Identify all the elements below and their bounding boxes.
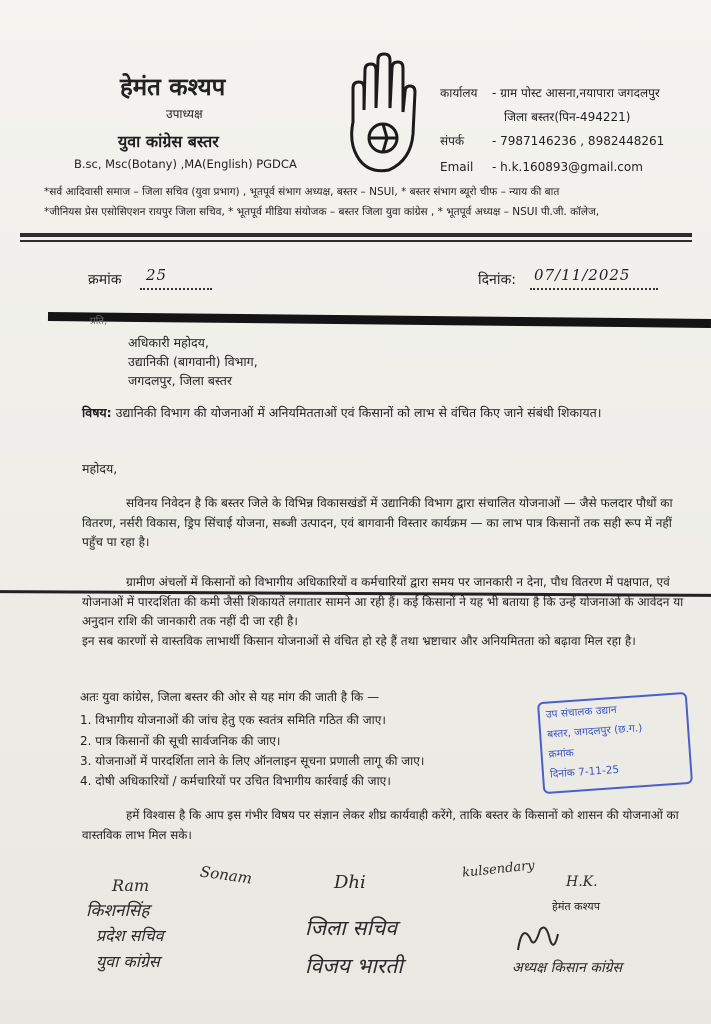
paragraph-2-text: ग्रामीण अंचलों में किसानों को विभागीय अधिकारियों व कर्मचारियों द्वारा समय पर जानकारी न देना, पौध वितरण में पक्षपात, एवं योजनाओं में पारदर्शिता की कमी जैसी शिकायतें लगातार सामने आ रही हैं। कई किसानों ने यह भी बताया है कि उन्हें योजनाओं के आवेदन या अनुदान राशि की जानकारी तक नहीं दी जा रही है। <box>82 575 684 628</box>
office-address: - ग्राम पोस्ट आसना,नयापारा जगदलपुर <box>492 86 660 100</box>
addressee-line-3: जगदलपुर, जिला बस्तर <box>128 373 233 388</box>
header-rule-thick <box>20 233 692 237</box>
signature-1-post-2: युवा कांग्रेस <box>96 952 160 971</box>
posts-line-1: *सर्व आदिवासी समाज – जिला सचिव (युवा प्रभाग) , भूतपूर्व संभाग अध्यक्ष, बस्तर – NSUI, * बस्तर संभाग ब्यूरो चीफ – न्याय की बात <box>44 186 560 198</box>
paragraph-2 <box>82 573 694 632</box>
signature-6-scribble-icon <box>512 920 562 958</box>
paragraph-1 <box>82 494 694 553</box>
letterhead-organization: युवा कांग्रेस बस्तर <box>118 132 219 151</box>
stamp-line-3: क्रमांक <box>548 746 575 761</box>
email-label: Email <box>440 160 474 174</box>
ref-number-value: 25 <box>146 266 168 284</box>
subject-text: उद्यानिकी विभाग की योजनाओं में अनियमितताओं एवं किसानों को लाभ से वंचित किए जाने संबंधी शिकायत। <box>115 405 602 420</box>
signature-3-name-2: विजय भारती <box>305 954 403 978</box>
signature-1-post: प्रदेश सचिव <box>96 926 164 945</box>
addressee-line-2: उद्यानिकी (बागवानी) विभाग, <box>128 354 258 369</box>
phone-label: संपर्क <box>440 134 465 148</box>
ref-number-label: क्रमांक <box>88 272 122 288</box>
signature-5-printed-name: हेमंत कश्यप <box>552 900 600 913</box>
demand-item-3: 3. योजनाओं में पारदर्शिता लाने के लिए ऑनलाइन सूचना प्रणाली लागू की जाए। <box>80 754 425 768</box>
signature-6-post: अध्यक्ष किसान कांग्रेस <box>512 960 622 976</box>
closing-paragraph <box>82 806 694 845</box>
letterhead-designation: उपाध्यक्ष <box>166 107 203 121</box>
signature-1-name: किशनसिंह <box>86 901 150 921</box>
demand-item-1: 1. विभागीय योजनाओं की जांच हेतु एक स्वतंत्र समिति गठित की जाए। <box>80 713 386 727</box>
received-stamp <box>537 692 693 794</box>
signature-3-name: जिला सचिव <box>305 916 398 940</box>
demand-item-2: 2. पात्र किसानों की सूची सार्वजनिक की जाए। <box>80 734 281 748</box>
signature-3: Dhi <box>334 872 366 893</box>
letterhead-name: हेमंत कश्यप <box>120 73 226 101</box>
stamp-line-2: बस्तर, जगदलपुर (छ.ग.) <box>546 722 643 741</box>
header-rule-thin <box>20 240 692 242</box>
paragraph-1-text: सविनय निवेदन है कि बस्तर जिले के विभिन्न विकासखंडों में उद्यानिकी विभाग द्वारा संचालित योजनाओं — जैसे फलदार पौधों का वितरण, नर्सरी विकास, ड्रिप सिंचाई योजना, सब्जी उत्पादन, एवं बागवानी विस्तार कार्यक्रम — का लाभ पात्र किसानों तक सही रूप में नहीं पहुँच पा रहा है। <box>82 496 673 549</box>
demand-item-4: 4. दोषी अधिकारियों / कर्मचारियों पर उचित विभागीय कार्रवाई की जाए। <box>80 774 391 788</box>
subject-label: विषय: <box>82 405 112 420</box>
posts-line-2: *जीनियस प्रेस एसोसिएशन रायपुर जिला सचिव, * भूतपूर्व मीडिया संयोजक – बस्तर जिला युवा कांग्रेस , * भूतपूर्व अध्यक्ष – NSUI पी.जी. कॉलेज, <box>44 206 600 218</box>
signature-5: H.K. <box>566 874 598 890</box>
addressee-line-1: अधिकारी महोदय, <box>128 335 209 350</box>
subject <box>82 402 682 424</box>
date-label: दिनांक: <box>478 272 516 288</box>
prati-label: प्रति, <box>90 316 108 327</box>
divider-bar <box>48 312 711 328</box>
office-address-2: जिला बस्तर(पिन-494221) <box>504 110 631 124</box>
phone-numbers: - 7987146236 , 8982448261 <box>492 134 665 148</box>
office-label: कार्यालय <box>440 86 478 100</box>
signature-2: Sonam <box>199 862 254 888</box>
stamp-line-4: दिनांक 7-11-25 <box>549 763 620 781</box>
paragraph-3: इन सब कारणों से वास्तविक लाभार्थी किसान योजनाओं से वंचित हो रहे हैं तथा भ्रष्टाचार और अनियमितता को बढ़ावा मिल रहा है। <box>82 634 636 648</box>
salutation: महोदय, <box>82 461 118 476</box>
signature-1: Ram <box>112 876 150 895</box>
letterhead-qualifications: B.sc, Msc(Botany) ,MA(English) PGDCA <box>74 157 297 171</box>
closing-text: हमें विश्वास है कि आप इस गंभीर विषय पर संज्ञान लेकर शीघ्र कार्यवाही करेंगे, ताकि बस्तर के किसानों को शासन की योजनाओं का वास्तविक लाभ मिल सके। <box>82 808 679 842</box>
demand-intro: अतः युवा कांग्रेस, जिला बस्तर की ओर से यह मांग की जाती है कि — <box>80 690 380 704</box>
stamp-line-1: उप संचालक उद्यान <box>545 703 618 721</box>
email-address: - h.k.160893@gmail.com <box>492 160 643 174</box>
signature-4: kulsendary <box>461 858 536 881</box>
date-value: 07/11/2025 <box>534 266 631 284</box>
congress-hand-logo-icon <box>343 52 417 176</box>
